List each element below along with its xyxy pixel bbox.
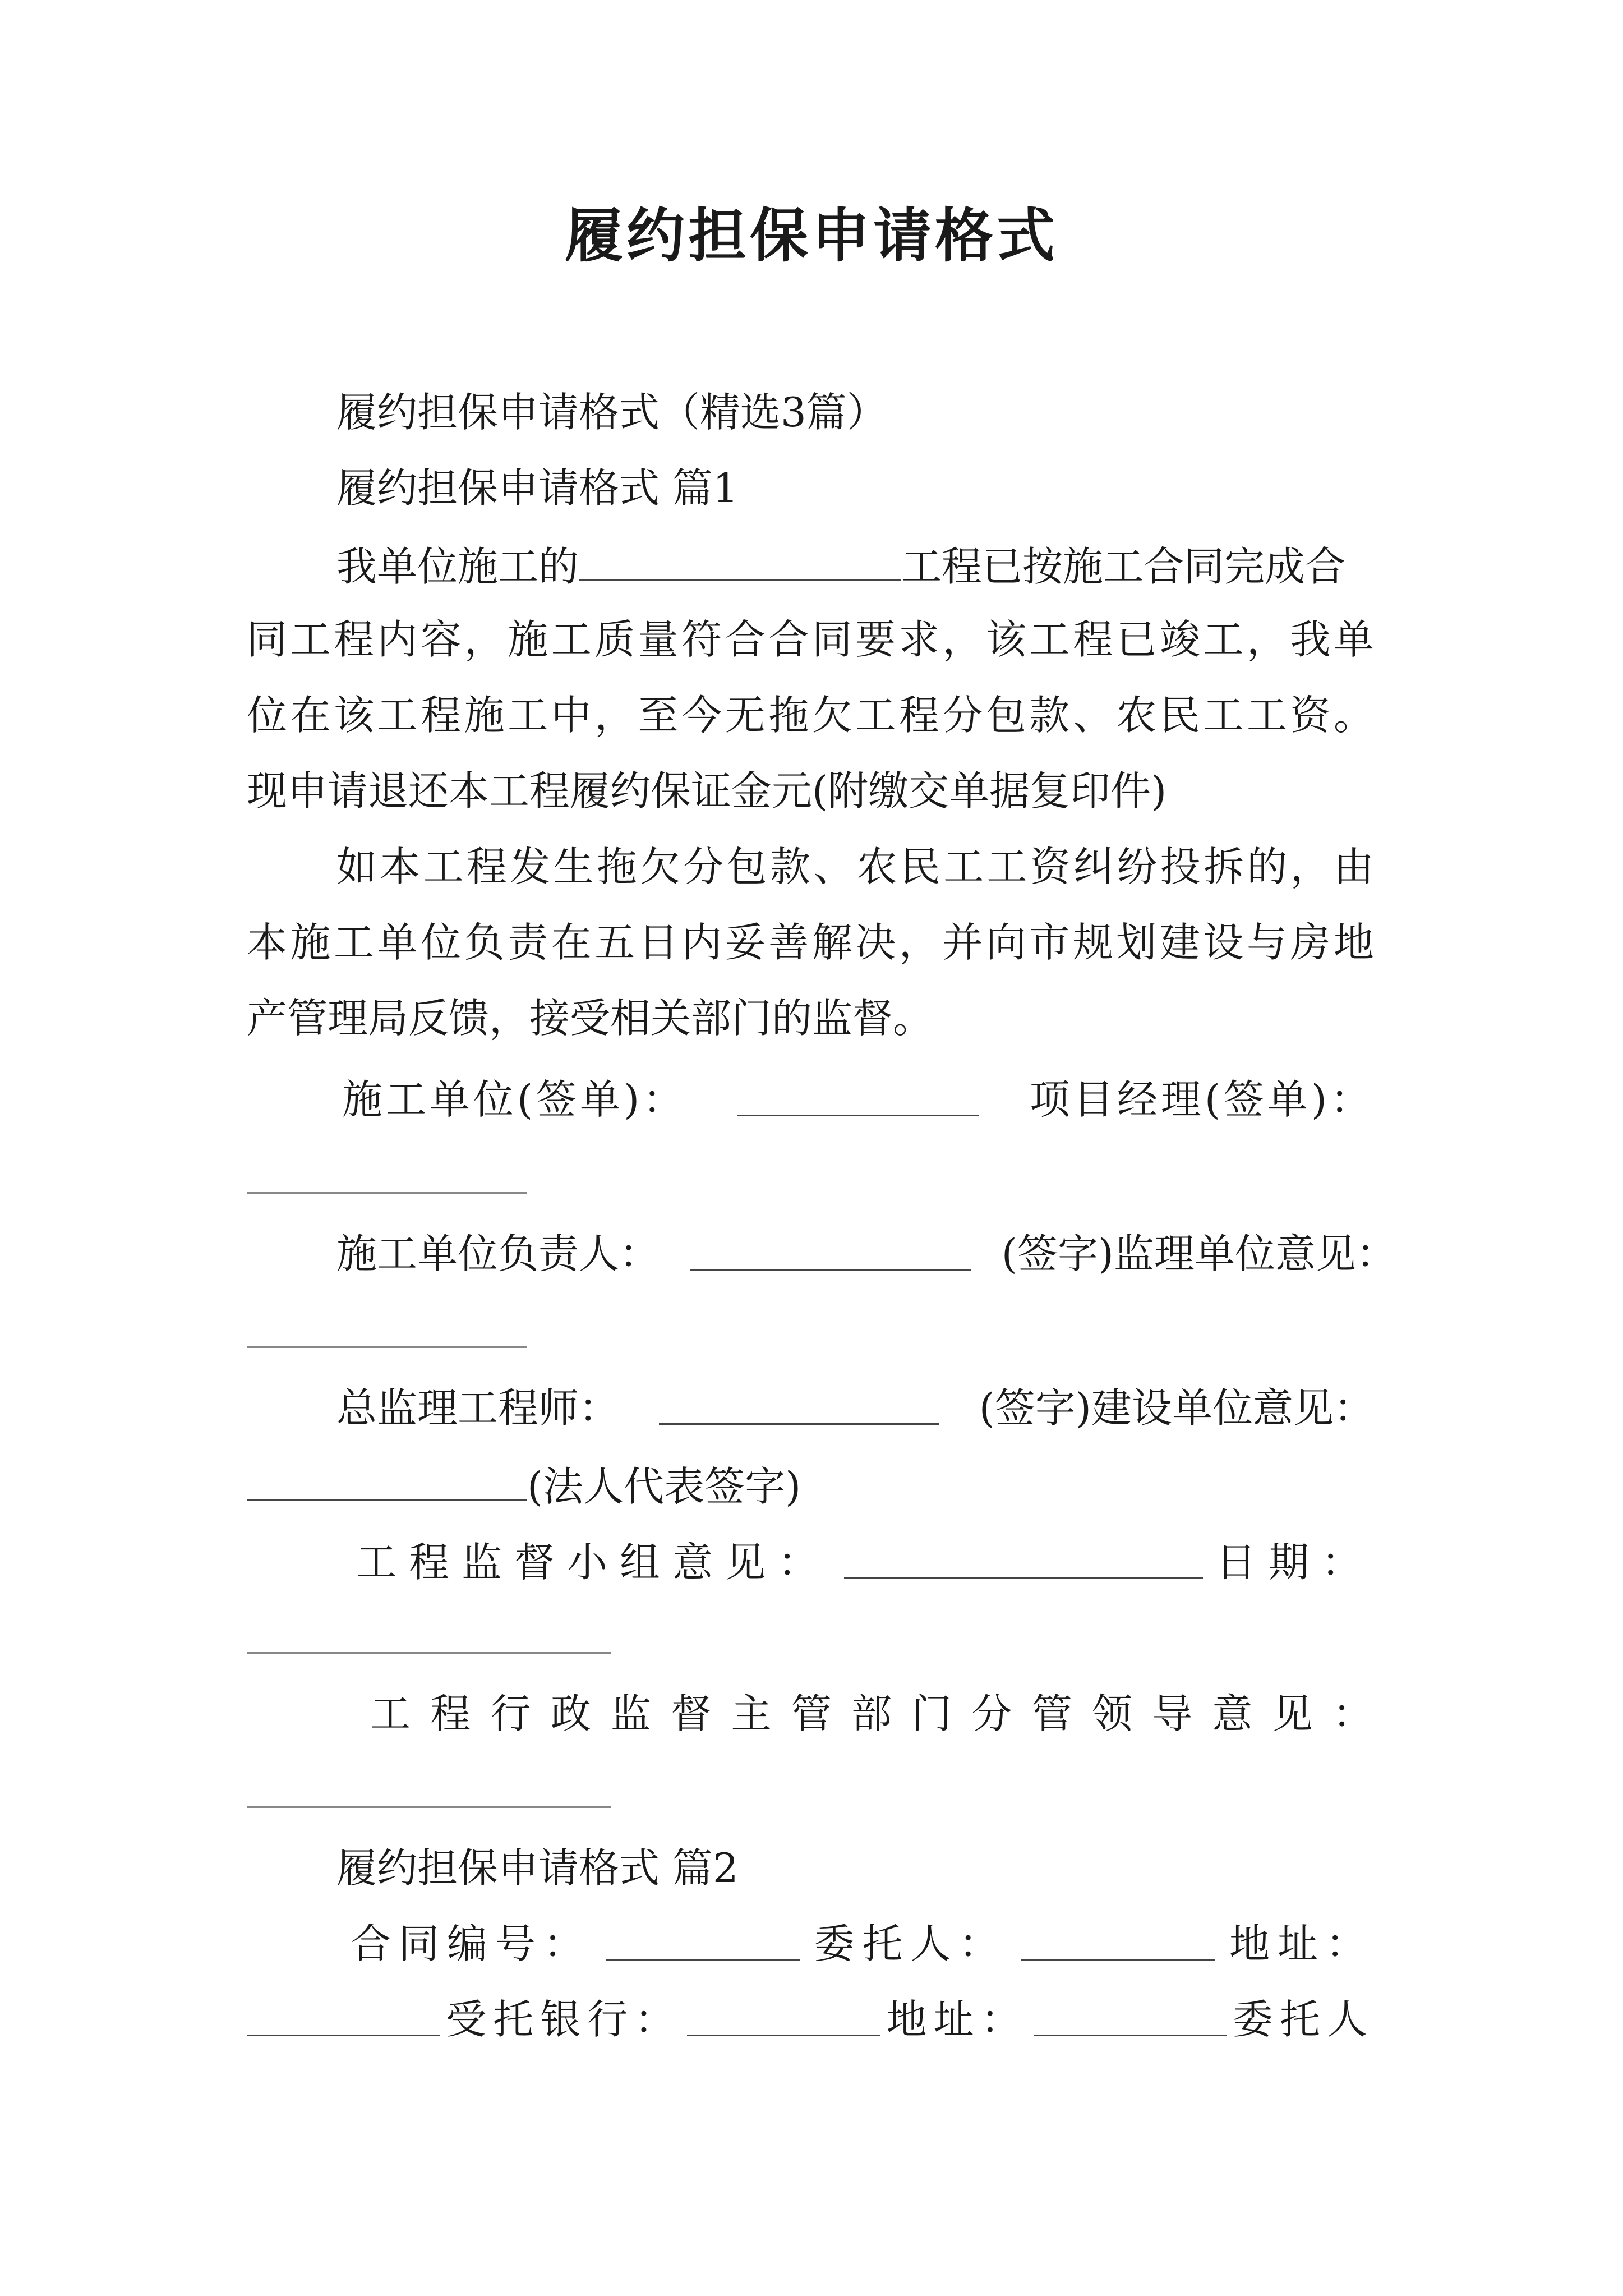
monitoring-group-opinion-blank [844,1537,1203,1579]
paragraph-1-line-3: 位在该工程施工中，至今无拖欠工程分包款、农民工工资。 [247,692,1374,739]
date-blank [247,1652,611,1654]
paragraph-1-line-4: 现申请退还本工程履约保证金元(附缴交单据复印件) [247,767,1167,815]
monitoring-group-opinion-label: 工程监督小组意见： [356,1539,831,1586]
principal-label-2: 委托人 [1232,1996,1374,2043]
supervision-opinion-blank [247,1346,527,1348]
contract-number-label: 合同编号： [351,1920,592,1967]
supervision-opinion-label: (签字)监理单位意见： [1001,1230,1396,1277]
bank-address-label: 地址： [886,1996,1028,2043]
section-2-heading: 履约担保申请格式 篇2 [336,1844,739,1892]
chief-supervisor-blank [659,1383,939,1425]
bank-address-blank [1034,1994,1227,2036]
form-row-1 [342,1074,1374,1125]
paragraph-1-text-a: 我单位施工的 [336,543,579,590]
form-row-3 [336,1383,1374,1433]
paragraph-1-line-1 [336,539,1345,592]
project-name-blank [579,539,901,581]
chief-supervisor-label: 总监理工程师： [336,1384,620,1432]
document-subtitle: 履约担保申请格式（精选3篇） [336,389,887,436]
owner-opinion-label: (签字)建设单位意见： [979,1384,1374,1432]
section-2-line-2 [247,1994,1374,2045]
unit-responsible-blank [690,1228,971,1271]
construction-unit-label: 施工单位(签单)： [342,1076,687,1123]
principal-address-blank [247,1994,440,2036]
construction-unit-blank [737,1074,979,1116]
contract-number-blank [606,1918,800,1961]
form-row-3b [247,1458,801,1512]
unit-responsible-label: 施工单位负责人： [336,1230,660,1277]
document-title: 履约担保申请格式 [564,201,1058,270]
paragraph-1-line-2: 同工程内容，施工质量符合合同要求，该工程已竣工，我单 [247,616,1374,663]
date-label: 日期： [1215,1539,1374,1586]
trustee-bank-label: 受托银行： [446,1996,682,2043]
principal-address-label: 地址： [1229,1920,1374,1967]
section-1-heading: 履约担保申请格式 篇1 [336,464,739,512]
trustee-bank-blank [687,1994,880,2036]
paragraph-2-line-3: 产管理局反馈，接受相关部门的监督。 [247,995,934,1042]
paragraph-1-text-b: 工程已按施工合同完成合 [901,543,1346,590]
legal-rep-signature-label: (法人代表签字) [527,1463,801,1510]
project-manager-label: 项目经理(签单)： [1029,1076,1374,1123]
admin-leader-opinion-blank [247,1806,611,1808]
principal-blank [1021,1918,1215,1961]
project-manager-blank [247,1192,527,1194]
paragraph-2-line-1: 如本工程发生拖欠分包款、农民工工资纠纷投拆的，由 [336,843,1374,890]
section-2-line-1 [351,1918,1374,1969]
form-row-5: 工程行政监督主管部门分管领导意见： [370,1690,1374,1737]
paragraph-2-line-2: 本施工单位负责在五日内妥善解决，并向市规划建设与房地 [247,919,1374,966]
owner-opinion-blank [247,1458,527,1501]
principal-label: 委托人： [814,1920,1007,1967]
form-row-2 [336,1228,1396,1279]
form-row-4 [356,1537,1374,1588]
